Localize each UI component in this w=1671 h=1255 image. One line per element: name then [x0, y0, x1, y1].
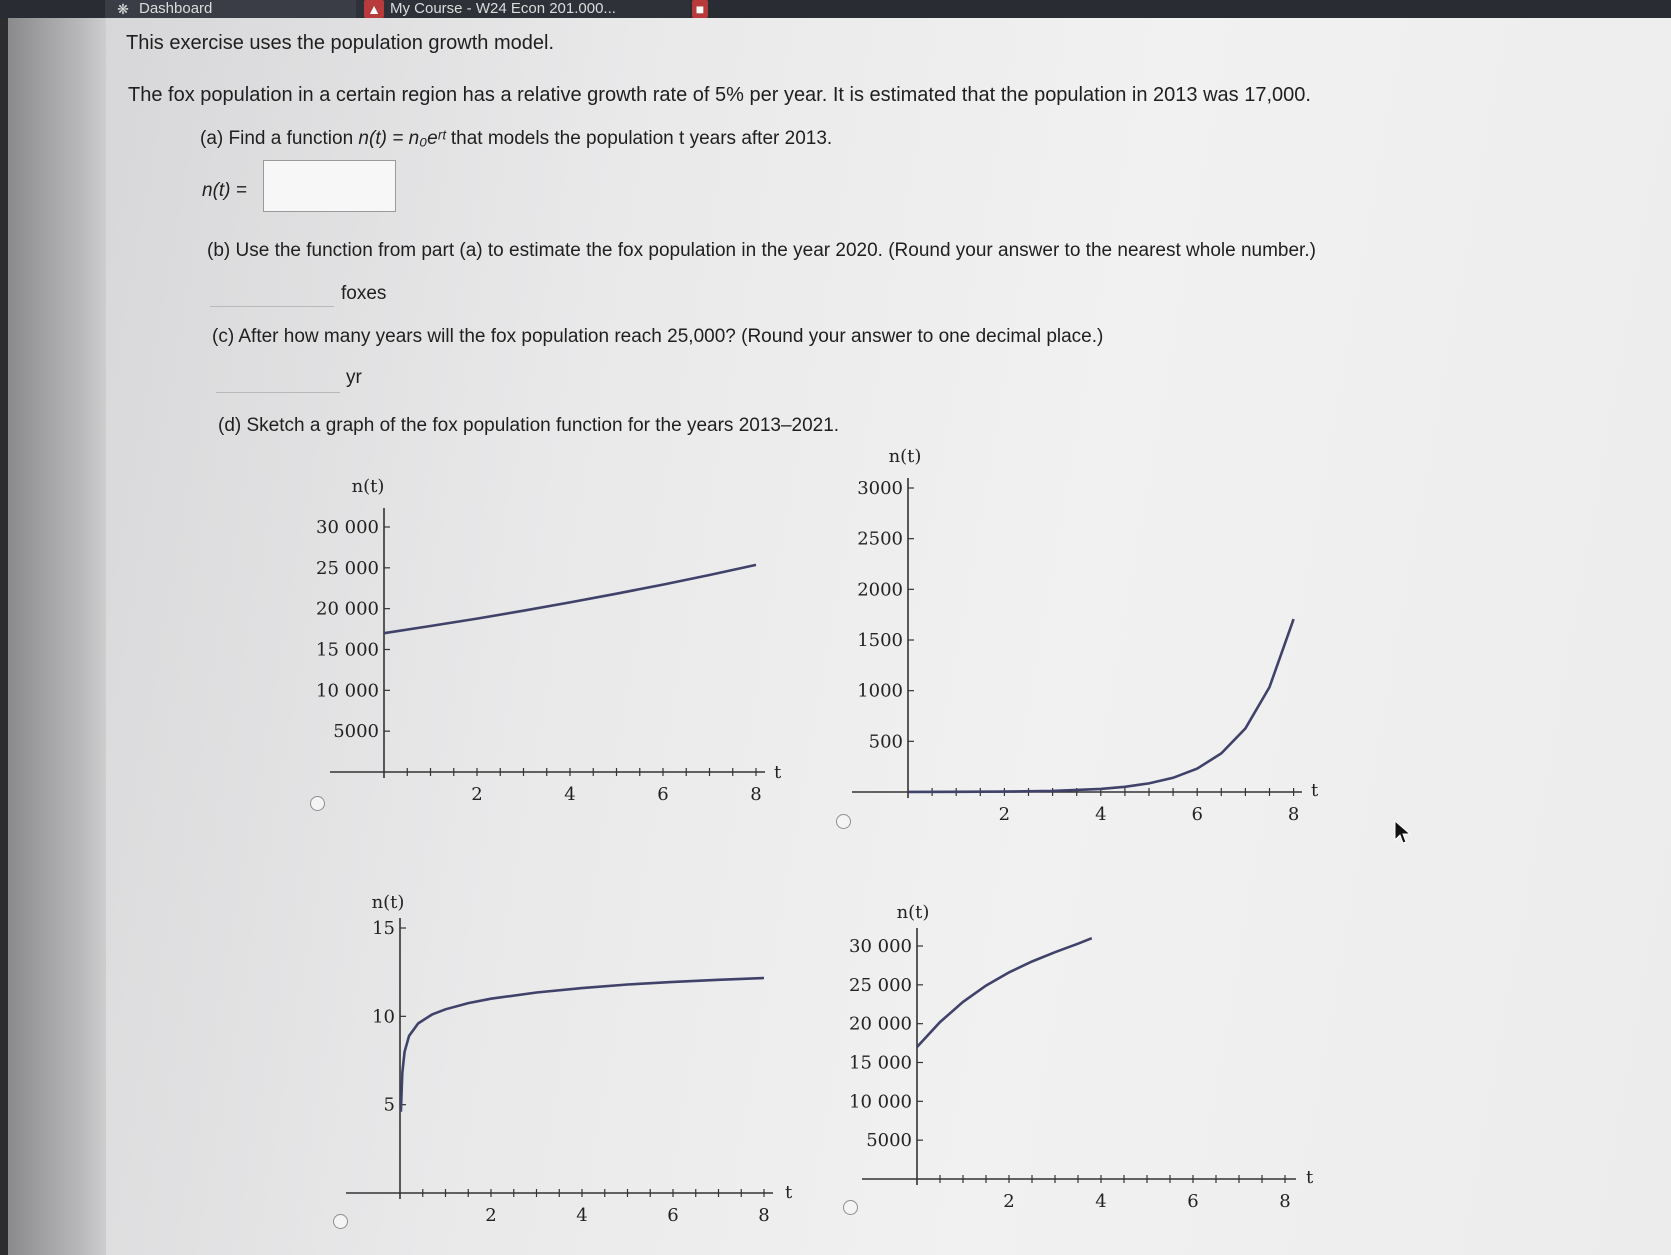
- y-tick-label: 3000: [857, 478, 903, 499]
- part-b-prompt: (b) Use the function from part (a) to estimate the fox population in the year 2020. (Round your answer to the nearest whole number.): [207, 240, 1316, 261]
- y-tick-label: 30 000: [316, 517, 379, 538]
- x-axis-label: t: [1306, 1167, 1314, 1188]
- part-a-prefix: (a) Find a function: [200, 128, 359, 149]
- gear-logo-icon: ❋: [117, 1, 129, 17]
- y-tick-label: 500: [868, 731, 903, 753]
- x-tick-label: 8: [750, 784, 762, 805]
- x-tick-label: 4: [576, 1205, 588, 1226]
- y-tick-label: 15 000: [316, 639, 379, 661]
- x-tick-label: 8: [1287, 804, 1300, 825]
- y-axis-label: n(t): [371, 892, 405, 913]
- y-tick-label: 10 000: [849, 1091, 912, 1113]
- problem-statement: The fox population in a certain region has a relative growth rate of 5% per year. It is estimated that the population in 2013 was 17,000.: [128, 84, 1311, 106]
- x-tick-label: 6: [1187, 1191, 1199, 1212]
- part-c-unit: yr: [346, 367, 362, 388]
- y-tick-label: 25 000: [316, 557, 379, 579]
- x-tick-label: 4: [564, 784, 576, 805]
- x-tick-label: 2: [471, 784, 483, 805]
- x-tick-label: 6: [1191, 804, 1203, 825]
- x-axis-label: t: [1311, 780, 1319, 801]
- tab-label: My Course - W24 Econ 201.000...: [390, 0, 616, 17]
- y-tick-label: 5000: [333, 721, 379, 743]
- course-icon: ▲: [364, 0, 384, 18]
- x-tick-label: 8: [1279, 1191, 1291, 1212]
- y-tick-label: 2500: [857, 528, 903, 550]
- tab-label: Dashboard: [139, 0, 213, 17]
- x-axis-label: t: [785, 1182, 793, 1203]
- x-tick-label: 6: [657, 784, 669, 805]
- app-icon: ■: [692, 0, 708, 18]
- x-tick-label: 2: [485, 1205, 497, 1226]
- y-tick-label: 15: [372, 918, 395, 939]
- x-tick-label: 4: [1095, 804, 1107, 825]
- y-axis-label: n(t): [896, 902, 930, 923]
- x-tick-label: 2: [998, 804, 1011, 825]
- y-tick-label: 5: [383, 1094, 395, 1116]
- series-line: [401, 978, 764, 1112]
- y-tick-label: 15 000: [849, 1052, 912, 1074]
- x-tick-label: 6: [667, 1205, 679, 1226]
- y-tick-label: 10 000: [316, 680, 379, 702]
- y-tick-label: 2000: [857, 579, 903, 601]
- y-tick-label: 1500: [857, 630, 903, 651]
- y-axis-label: n(t): [351, 476, 385, 497]
- x-tick-label: 4: [1095, 1191, 1107, 1212]
- x-tick-label: 8: [758, 1205, 770, 1226]
- part-a-lhs: n(t) =: [202, 180, 247, 201]
- x-axis-label: t: [774, 762, 782, 783]
- intro-text: This exercise uses the population growth model.: [126, 32, 555, 54]
- part-a-suffix: that models the population t years after 2013.: [445, 128, 833, 149]
- y-tick-label: 10: [372, 1006, 395, 1028]
- part-b-unit: foxes: [341, 283, 387, 304]
- part-a-formula: n(t) = n₀eʳᵗ: [358, 128, 446, 149]
- y-tick-label: 5000: [866, 1130, 912, 1152]
- y-tick-label: 20 000: [849, 1013, 912, 1035]
- mouse-cursor-icon: [1394, 820, 1412, 846]
- y-tick-label: 20 000: [316, 598, 379, 620]
- y-tick-label: 30 000: [849, 936, 912, 957]
- part-c-prompt: (c) After how many years will the fox population reach 25,000? (Round your answer to one decimal place.): [212, 326, 1104, 347]
- y-tick-label: 25 000: [849, 974, 912, 996]
- series-line: [908, 619, 1294, 792]
- y-axis-label: n(t): [888, 446, 922, 467]
- series-line: [384, 565, 756, 633]
- part-d-prompt: (d) Sketch a graph of the fox population function for the years 2013–2021.: [218, 415, 840, 436]
- series-line: [917, 938, 1092, 1047]
- x-tick-label: 2: [1003, 1191, 1015, 1212]
- y-tick-label: 1000: [857, 680, 903, 702]
